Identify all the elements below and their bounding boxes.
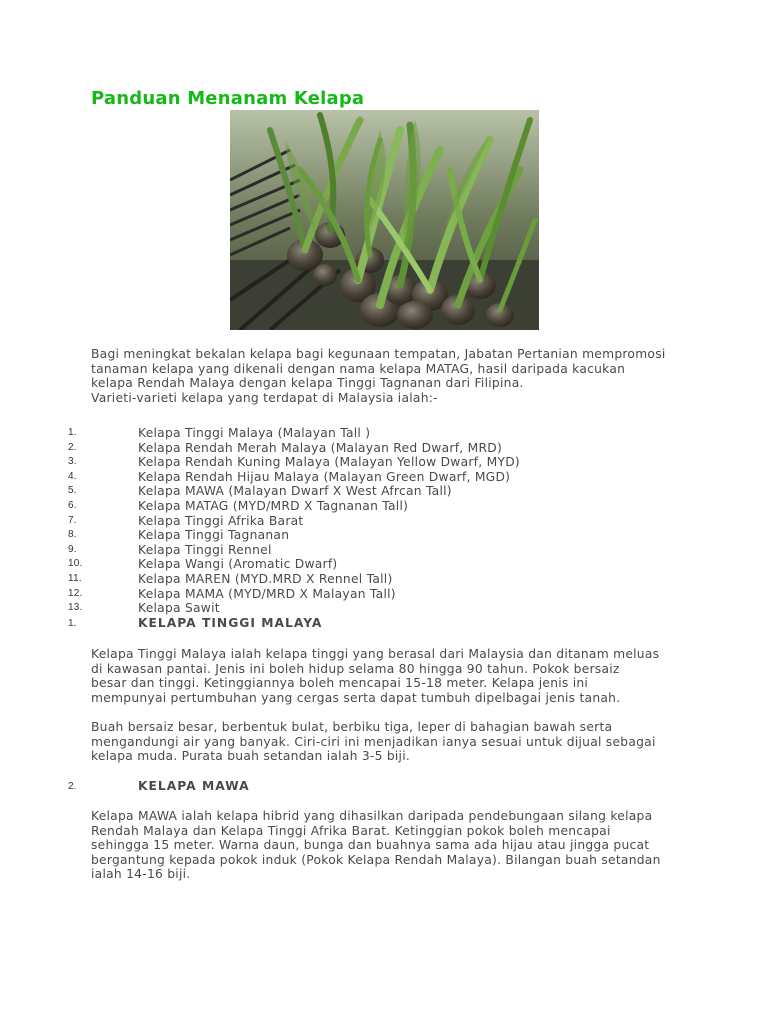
- paragraph-line: Kelapa Tinggi Malaya ialah kelapa tinggi yang berasal dari Malaysia dan ditanam meluas: [91, 647, 660, 661]
- list-item: [0, 601, 768, 616]
- section-title: KELAPA TINGGI MALAYA: [138, 616, 323, 630]
- list-text: Kelapa Wangi (Aromatic Dwarf): [138, 557, 338, 572]
- list-item: [0, 499, 768, 514]
- paragraph-line: mempunyai pertumbuhan yang cergas serta dapat tumbuh dipelbagai jenis tanah.: [91, 690, 621, 705]
- section-number: 1.: [68, 618, 77, 629]
- paragraph-line: sehingga 15 meter. Warna daun, bunga dan buahnya sama ada hijau atau jingga pucat: [91, 838, 650, 853]
- section-number: 2.: [68, 781, 77, 792]
- intro-line: Varieti-varieti kelapa yang terdapat di Malaysia ialah:-: [91, 390, 438, 405]
- page-title: Panduan Menanam Kelapa: [91, 88, 365, 109]
- section1-paragraph2: [91, 720, 691, 764]
- list-item: [0, 514, 768, 529]
- varieties-list: [0, 426, 768, 616]
- intro-paragraph: [91, 347, 691, 405]
- coconut-seedlings-photo: [230, 110, 539, 330]
- paragraph-line: di kawasan pantai. Jenis ini boleh hidup selama 80 hingga 90 tahun. Pokok bersaiz: [91, 661, 620, 676]
- list-number: 2.: [68, 441, 77, 453]
- list-number: 10.: [68, 558, 83, 570]
- list-text: Kelapa Tinggi Afrika Barat: [138, 513, 304, 528]
- list-number: 9.: [68, 543, 77, 555]
- list-text: Kelapa Sawit: [138, 601, 220, 616]
- section-title: KELAPA MAWA: [138, 779, 250, 793]
- list-text: Kelapa Rendah Hijau Malaya (Malayan Green Dwarf, MGD): [138, 469, 511, 484]
- intro-line: kelapa Rendah Malaya dengan kelapa Tinggi Tagnanan dari Filipina.: [91, 376, 524, 391]
- list-text: Kelapa Tinggi Malaya (Malayan Tall ): [138, 426, 371, 440]
- section-heading-1: [0, 616, 768, 631]
- list-number: 12.: [68, 587, 83, 599]
- list-number: 11.: [68, 572, 82, 584]
- list-number: 3.: [68, 456, 77, 468]
- paragraph-line: Rendah Malaya dan Kelapa Tinggi Afrika Barat. Ketinggian pokok boleh mencapai: [91, 823, 611, 838]
- list-text: Kelapa MAREN (MYD.MRD X Rennel Tall): [138, 571, 393, 586]
- list-text: Kelapa MATAG (MYD/MRD X Tagnanan Tall): [138, 498, 409, 513]
- section2-paragraph1: [91, 809, 691, 882]
- list-number: 4.: [68, 470, 77, 482]
- intro-line: tanaman kelapa yang dikenali dengan nama kelapa MATAG, hasil daripada kacukan: [91, 361, 626, 376]
- list-number: 6.: [68, 499, 77, 511]
- list-text: Kelapa MAMA (MYD/MRD X Malayan Tall): [138, 586, 396, 601]
- list-item: [0, 484, 768, 499]
- paragraph-line: mengandungi air yang banyak. Ciri-ciri ini menjadikan ianya sesuai untuk dijual sebagai: [91, 734, 656, 749]
- list-text: Kelapa Tinggi Tagnanan: [138, 528, 290, 543]
- paragraph-line: bergantung kepada pokok induk (Pokok Kelapa Rendah Malaya). Bilangan buah setandan: [91, 852, 661, 867]
- list-text: Kelapa MAWA (Malayan Dwarf X West Afrcan Tall): [138, 484, 452, 499]
- intro-line: Bagi meningkat bekalan kelapa bagi kegunaan tempatan, Jabatan Pertanian mempromosi: [91, 347, 666, 361]
- paragraph-line: besar dan tinggi. Ketinggiannya boleh mencapai 15-18 meter. Kelapa jenis ini: [91, 676, 589, 691]
- list-item: [0, 441, 768, 456]
- list-item: [0, 470, 768, 485]
- section1-paragraph1: [91, 647, 691, 705]
- list-item: [0, 543, 768, 558]
- list-text: Kelapa Rendah Merah Malaya (Malayan Red Dwarf, MRD): [138, 440, 503, 455]
- paragraph-line: Kelapa MAWA ialah kelapa hibrid yang dihasilkan daripada pendebungaan silang kelapa: [91, 809, 653, 823]
- list-item: [0, 455, 768, 470]
- list-item: [0, 587, 768, 602]
- list-item: [0, 426, 768, 441]
- paragraph-line: Buah bersaiz besar, berbentuk bulat, berbiku tiga, leper di bahagian bawah serta: [91, 720, 613, 734]
- list-item: [0, 528, 768, 543]
- list-text: Kelapa Tinggi Rennel: [138, 542, 272, 557]
- list-number: 13.: [68, 602, 83, 614]
- list-number: 5.: [68, 485, 77, 497]
- paragraph-line: ialah 14-16 biji.: [91, 867, 191, 882]
- list-number: 8.: [68, 529, 77, 541]
- section-heading-2: [0, 779, 768, 794]
- list-item: [0, 572, 768, 587]
- list-item: [0, 557, 768, 572]
- list-number: 1.: [68, 427, 77, 438]
- list-text: Kelapa Rendah Kuning Malaya (Malayan Yellow Dwarf, MYD): [138, 455, 520, 470]
- list-number: 7.: [68, 514, 77, 526]
- paragraph-line: kelapa muda. Purata buah setandan ialah 3-5 biji.: [91, 749, 411, 764]
